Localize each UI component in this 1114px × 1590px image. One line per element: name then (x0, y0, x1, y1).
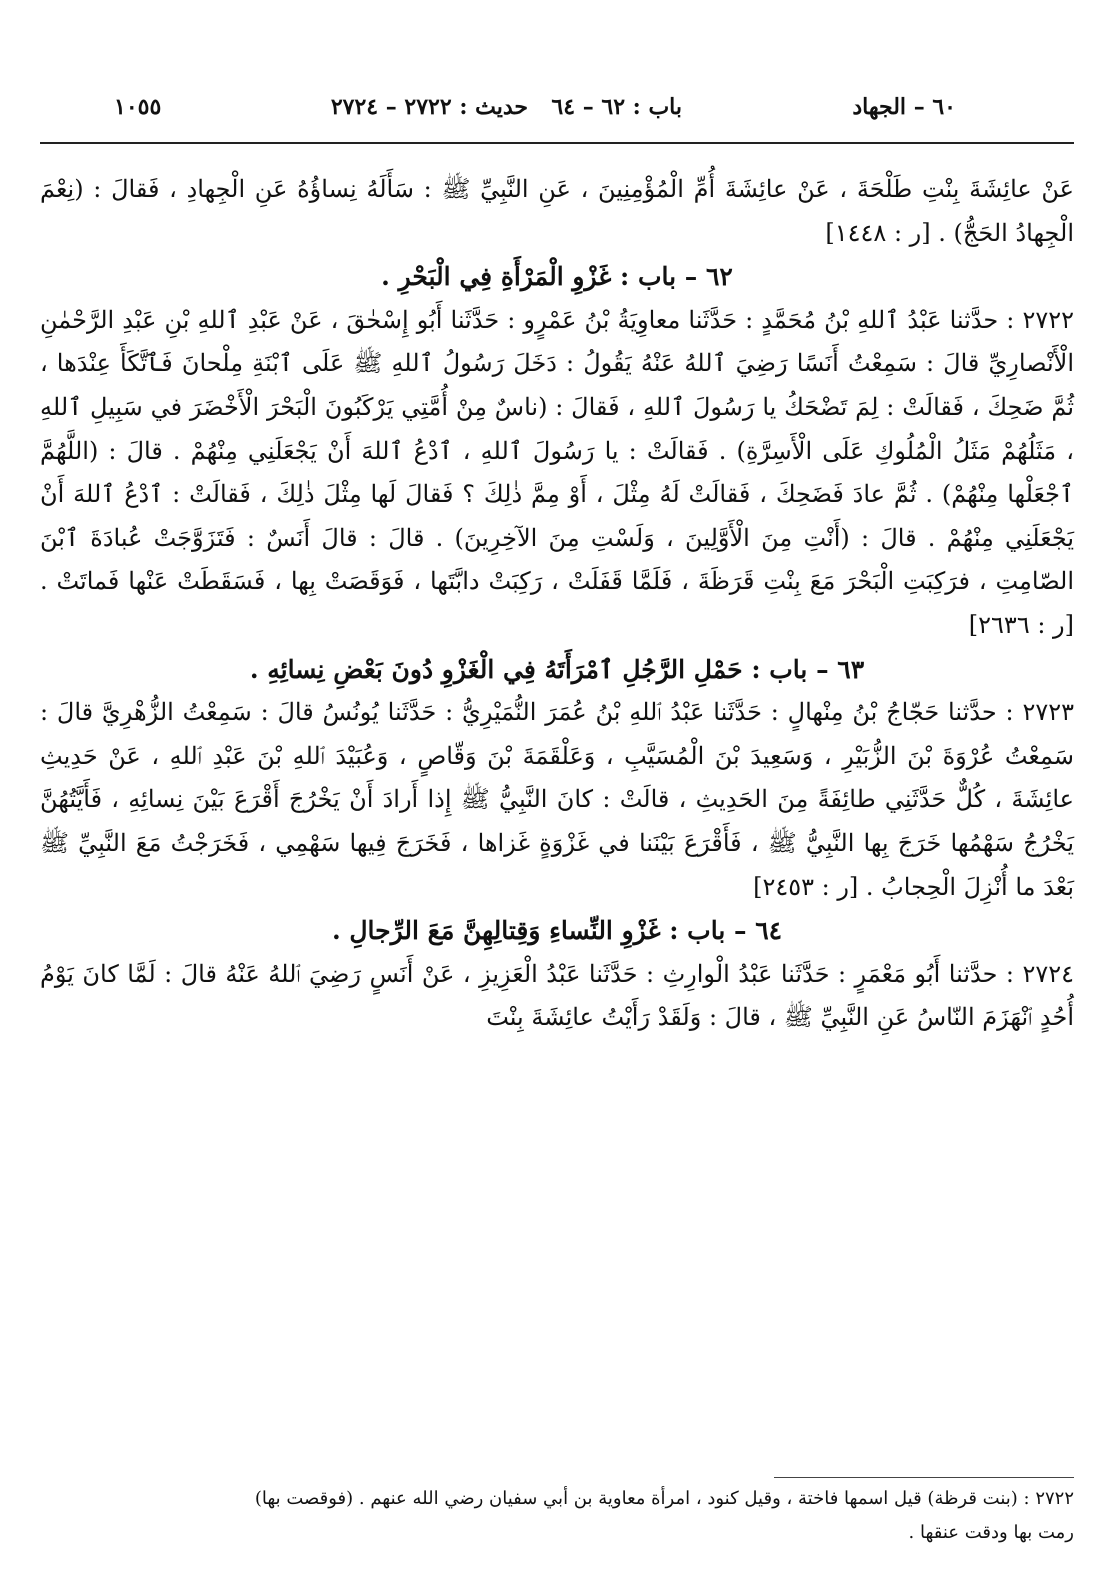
footnote-line-2: رمت بها ودقت عنقها . (908, 1522, 1074, 1543)
footnote-line-1: ٢٧٢٢ : (بنت قرظة) قيل اسمها فاختة ، وقيل كنود ، امرأة معاوية بن أبي سفيان رضي الله عنهم . (فوقصت بها) (254, 1488, 1074, 1509)
footnote (40, 1482, 1074, 1550)
hadith-range: حديث : ٢٧٢٢ – ٢٧٢٤ (330, 94, 528, 120)
hadith-2724: ٢٧٢٤ : حدَّثنا أَبُو مَعْمَرٍ : حَدَّثَنا عَبْدُ الْوارِثِ : حَدَّثَنا عَبْدُ الْعَزِيزِ ، عَنْ أَنَسٍ رَضِيَ ٱللهُ عَنْهُ قالَ : لَمَّا كانَ يَوْمُ أُحُدٍ ٱنْهَزَمَ النّاسُ عَنِ النَّبِيِّ ﷺ ، قالَ : وَلَقَدْ رَأَيْتُ عائِشَةَ بِنْتَ (40, 959, 1074, 1032)
chapter-heading-62: ٦٢ – باب : غَزْوِ الْمَرْأَةِ فِي الْبَحْرِ . (381, 262, 733, 292)
chapter-heading-63: ٦٣ – باب : حَمْلِ الرَّجُلِ ٱمْرَأَتَهُ فِي الْغَزْوِ دُونَ بَعْضِ نِسائِهِ . (249, 654, 865, 684)
chapter-range: باب : ٦٢ – ٦٤ (551, 94, 682, 120)
hadith-2722: ٢٧٢٢ : حدَّثنا عَبْدُ ٱللهِ بْنُ مُحَمَّدٍ : حَدَّثَنا معاوِيَةُ بْنُ عَمْرٍو : حَدَّثَنا أَبُو إِسْحٰقَ ، عَنْ عَبْدِ ٱللهِ بْنِ عَبْدِ الرَّحْمٰنِ الْأَنْصارِيِّ قالَ : سَمِعْتُ أَنَسًا رَضِيَ ٱللهُ عَنْهُ يَقُولُ : دَخَلَ رَسُولُ ٱللهِ ﷺ عَلَى ٱبْنَةِ مِلْحانَ فَٱتَّكَأَ عِنْدَها ، ثُمَّ ضَحِكَ ، فَقالَتْ : لِمَ تَضْحَكُ يا رَسُولَ ٱللهِ ، فَقالَ : (ناسٌ مِنْ أُمَّتِي يَرْكَبُونَ الْبَحْرَ الْأَخْضَرَ في سَبِيلِ ٱللهِ ، مَثَلُهُمْ مَثَلُ الْمُلُوكِ عَلَى الْأَسِرَّةِ) . فَقالَتْ : يا رَسُولَ ٱللهِ ، ٱدْعُ ٱللهَ أَنْ يَجْعَلَنِي مِنْهُمْ . قالَ : (اللَّهُمَّ ٱجْعَلْها مِنْهُمْ) . ثُمَّ عادَ فَضَحِكَ ، فَقالَتْ لَهُ مِثْلَ ، أَوْ مِمَّ ذٰلِكَ ؟ فَقالَ لَها مِثْلَ ذٰلِكَ ، فَقالَتْ : ٱدْعُ ٱللهَ أَنْ يَجْعَلَنِي مِنْهُمْ . قالَ : (أَنْتِ مِنَ الْأَوَّلِينَ ، وَلَسْتِ مِنَ الآخِرِينَ) . قالَ : قالَ أَنَسٌ : فَتَزَوَّجَتْ عُبادَةَ ٱبْنَ الصّامِتِ ، فرَكِبَتِ الْبَحْرَ مَعَ بِنْتِ قَرَظَةَ ، فَلَمَّا قَفَلَتْ ، رَكِبَتْ دابَّتَها ، فَوَقَصَتْ بِها ، فَسَقَطَتْ عَنْها فَماتَتْ . [ر : ٢٦٣٦] (40, 305, 1075, 639)
hadith-continuation: عَنْ عائِشَةَ بِنْتِ طَلْحَةَ ، عَنْ عائِشَةَ أُمِّ الْمُؤْمِنِينَ ، عَنِ النَّبِيِّ ﷺ : سَأَلَهُ نِساؤُهُ عَنِ الْجِهادِ ، فَقالَ : (نِعْمَ الْجِهادُ الحَجُّ) . [ر : ١٤٤٨] (40, 175, 1075, 247)
book-page (40, 0, 1074, 1590)
chapter-heading-64: ٦٤ – باب : غَزْوِ النِّساءِ وَقِتالِهِنَّ مَعَ الرِّجالِ . (331, 916, 783, 946)
main-text (40, 168, 1074, 1440)
book-title: ٦٠ – الجهاد (852, 94, 956, 120)
footnote-divider (774, 1477, 1074, 1478)
header-divider (40, 142, 1074, 144)
page-header (40, 88, 1074, 128)
page-number: ١٠٥٥ (114, 94, 162, 120)
hadith-2723: ٢٧٢٣ : حدَّثنا حَجّاجُ بْنُ مِنْهالٍ : حَدَّثَنا عَبْدُ ٱللهِ بْنُ عُمَرَ النُّمَيْرِيُّ : حَدَّثَنا يُونُسُ قالَ : سَمِعْتُ الزُّهْرِيَّ قالَ : سَمِعْتُ عُرْوَةَ بْنَ الزُّبَيْرِ ، وَسَعِيدَ بْنَ الْمُسَيَّبِ ، وَعَلْقَمَةَ بْنَ وَقّاصٍ ، وَعُبَيْدَ ٱللهِ بْنَ عَبْدِ ٱللهِ ، عَنْ حَدِيثِ عائِشَةَ ، كُلٌّ حَدَّثَنِي طائِفَةً مِنَ الحَدِيثِ ، قالَتْ : كانَ النَّبِيُّ ﷺ إِذا أَرادَ أَنْ يَخْرُجَ أَقْرَعَ بَيْنَ نِسائِهِ ، فَأَيَّتُهُنَّ يَخْرُجُ سَهْمُها خَرَجَ بِها النَّبِيُّ ﷺ ، فَأَقْرَعَ بَيْنَنا في غَزْوَةٍ غَزاها ، فَخَرَجَ فِيها سَهْمِي ، فَخَرَجْتُ مَعَ النَّبِيِّ ﷺ بَعْدَ ما أُنْزِلَ الْحِجابُ . [ر : ٢٤٥٣] (40, 698, 1074, 901)
